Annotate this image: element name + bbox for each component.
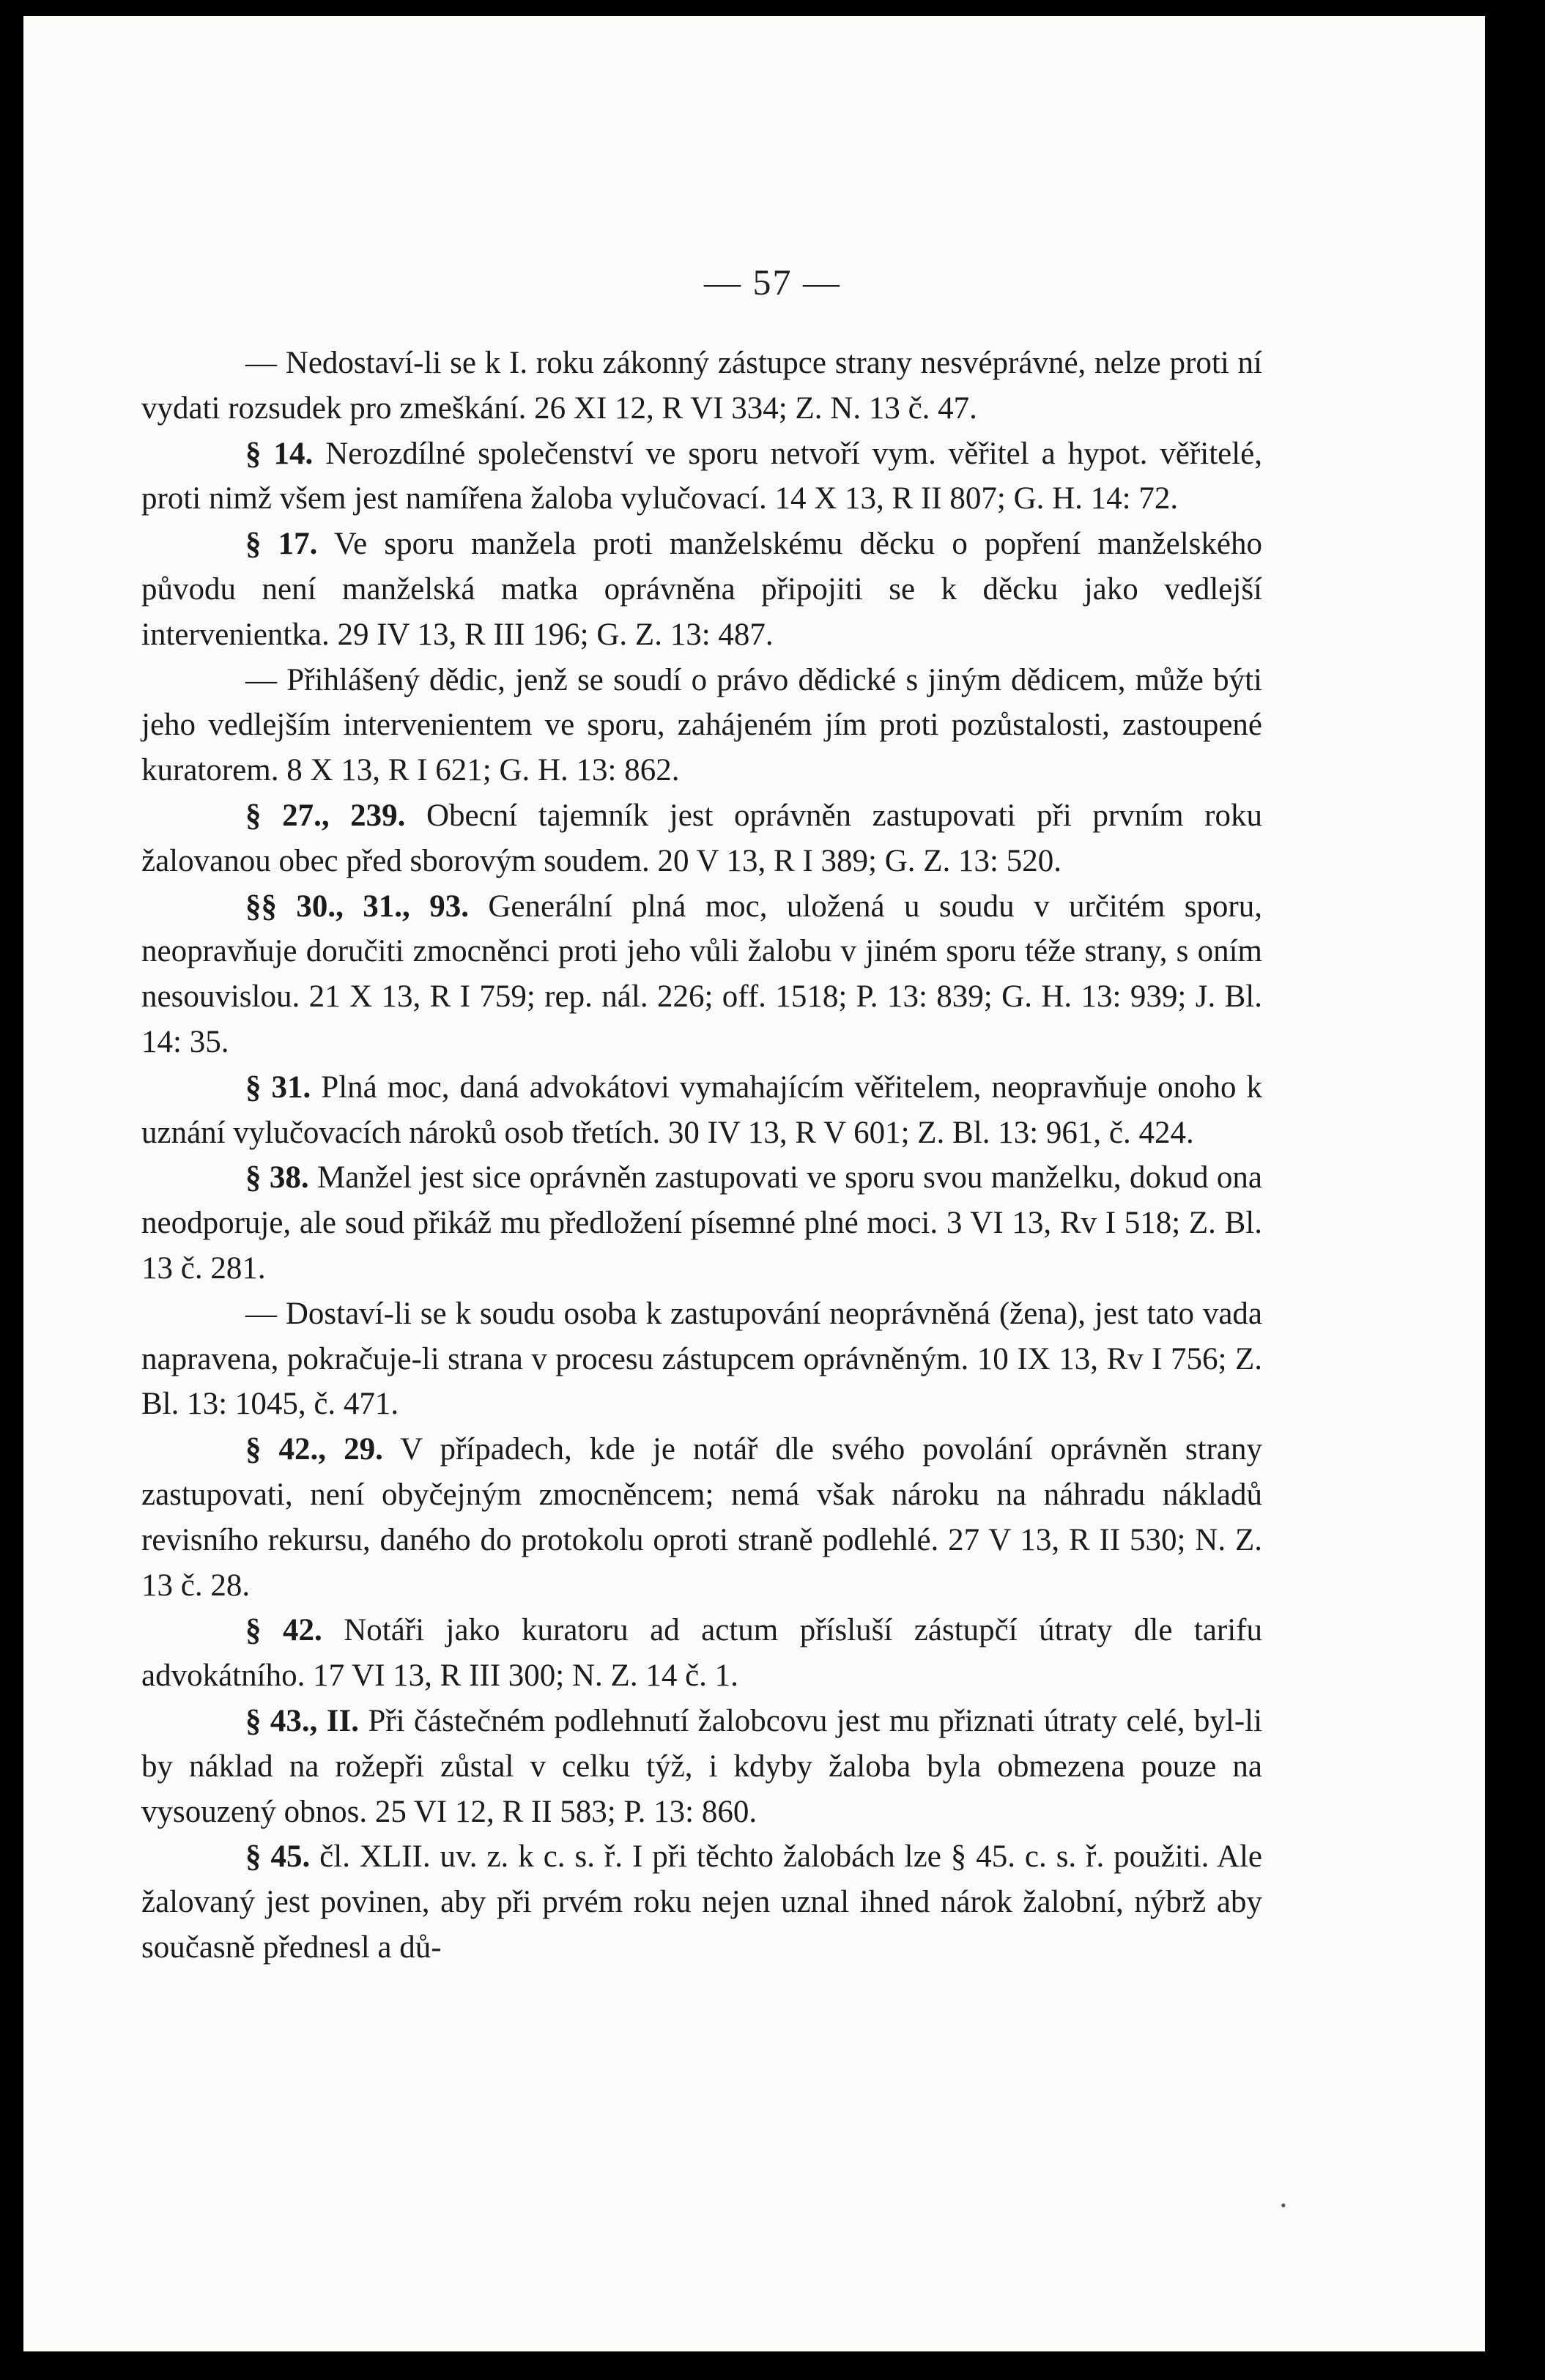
paragraph — [141, 1155, 1262, 1291]
page-number: — 57 — — [704, 262, 841, 303]
section-ref: § 43., II. — [245, 1703, 359, 1738]
section-ref: § 42., 29. — [245, 1432, 383, 1467]
page-text — [141, 341, 1262, 1971]
paragraph — [141, 1608, 1262, 1699]
paragraph-text: — Nedostaví-li se k I. roku zákonný zástupce strany nesvéprávné, nelze proti ní vydati rozsudek pro zmeškání. 26 XI 12, R VI 334; Z. N. 13 č. 47. — [141, 346, 1262, 426]
paragraph — [141, 1065, 1262, 1156]
paragraph-text: Ve sporu manžela proti manželskému děcku o popření manželského původu není manželská matka oprávněna připojiti se k děcku jako vedlejší intervenientka. 29 IV 13, R III 196; G. Z. 13: 487. — [141, 527, 1262, 652]
paragraph — [141, 884, 1262, 1065]
paragraph — [141, 341, 1262, 431]
section-ref: § 14. — [245, 436, 314, 471]
paragraph-text: čl. XLII. uv. z. k c. s. ř. I při těchto žalobách lze § 45. c. s. ř. použiti. Ale žalovaný jest povinen, aby při prvém roku nejen uznal ihned nárok žalobní, nýbrž aby současně přednesl a dů- — [141, 1839, 1262, 1965]
paragraph-text: Notáři jako kuratoru ad actum přísluší zástupčí útraty dle tarifu advokátního. 17 VI 13, R III 300; N. Z. 14 č. 1. — [141, 1613, 1263, 1694]
paragraph — [141, 1699, 1262, 1834]
paragraph — [141, 1834, 1262, 1970]
paragraph — [141, 1291, 1262, 1427]
section-ref: § 31. — [245, 1069, 311, 1105]
paragraph-text: Manžel jest sice oprávněn zastupovati ve sporu svou manželku, dokud ona neodporuje, ale soud přikáž mu předložení písemné plné moci. 3 VI 13, Rv I 518; Z. Bl. 13 č. 281. — [141, 1160, 1263, 1286]
paragraph — [141, 658, 1262, 793]
paragraph — [141, 1427, 1262, 1608]
section-ref: § 17. — [245, 527, 318, 562]
section-ref: § 38. — [245, 1160, 309, 1195]
paragraph-text: — Přihlášený dědic, jenž se soudí o právo dědické s jiným dědicem, může býti jeho vedlejším intervenientem ve sporu, zahájeném jím proti pozůstalosti, zastoupené kuratorem. 8 X 13, R I 621; G. H. 13: 862. — [141, 662, 1262, 788]
paragraph — [141, 522, 1262, 657]
paragraph — [141, 431, 1262, 522]
paragraph-text: V případech, kde je notář dle svého povolání oprávněn strany zastupovati, není obyčejným zmocněncem; nemá však nároku na náhradu nákladů revisního rekursu, daného do protokolu oproti straně podlehlé. 27 V 13, R II 530; N. Z. 13 č. 28. — [141, 1432, 1262, 1603]
paragraph-text: Při částečném podlehnutí žalobcovu jest mu přiznati útraty celé, byl-li by náklad na rožepři zůstal v celku týž, i kdyby žaloba byla obmezena pouze na vysouzený obnos. 25 VI 12, R II 583; P. 13: 860. — [141, 1703, 1263, 1829]
section-ref: § 42. — [245, 1613, 322, 1648]
section-ref: § 27., 239. — [245, 798, 406, 833]
section-ref: § 45. — [245, 1839, 311, 1875]
margin-mark: • — [1281, 2196, 1286, 2214]
paragraph-text: Generální plná moc, uložená u soudu v určitém sporu, neopravňuje doručiti zmocněnci proti jeho vůli žalobu v jiném sporu téže strany, s oním nesouvislou. 21 X 13, R I 759; rep. nál. 226; off. 1518; P. 13: 839; G. H. 13: 939; J. Bl. 14: 35. — [141, 889, 1263, 1059]
section-ref: §§ 30., 31., 93. — [245, 889, 469, 924]
paragraph-text: Nerozdílné společenství ve sporu netvoří vym. věřitel a hypot. věřitelé, proti nimž všem jest namířena žaloba vylučovací. 14 X 13, R II 807; G. H. 14: 72. — [141, 436, 1263, 516]
paragraph-text: — Dostaví-li se k soudu osoba k zastupování neoprávněná (žena), jest tato vada napravena, pokračuje-li strana v procesu zástupcem oprávněným. 10 IX 13, Rv I 756; Z. Bl. 13: 1045, č. 471. — [141, 1296, 1262, 1422]
paragraph-text: Plná moc, daná advokátovi vymahajícím věřitelem, neopravňuje onoho k uznání vylučovacích nároků osob třetích. 30 IV 13, R V 601; Z. Bl. 13: 961, č. 424. — [141, 1069, 1262, 1150]
paragraph-text: Obecní tajemník jest oprávněn zastupovati při prvním roku žalovanou obec před sborovým soudem. 20 V 13, R I 389; G. Z. 13: 520. — [141, 798, 1262, 878]
paragraph — [141, 793, 1262, 884]
